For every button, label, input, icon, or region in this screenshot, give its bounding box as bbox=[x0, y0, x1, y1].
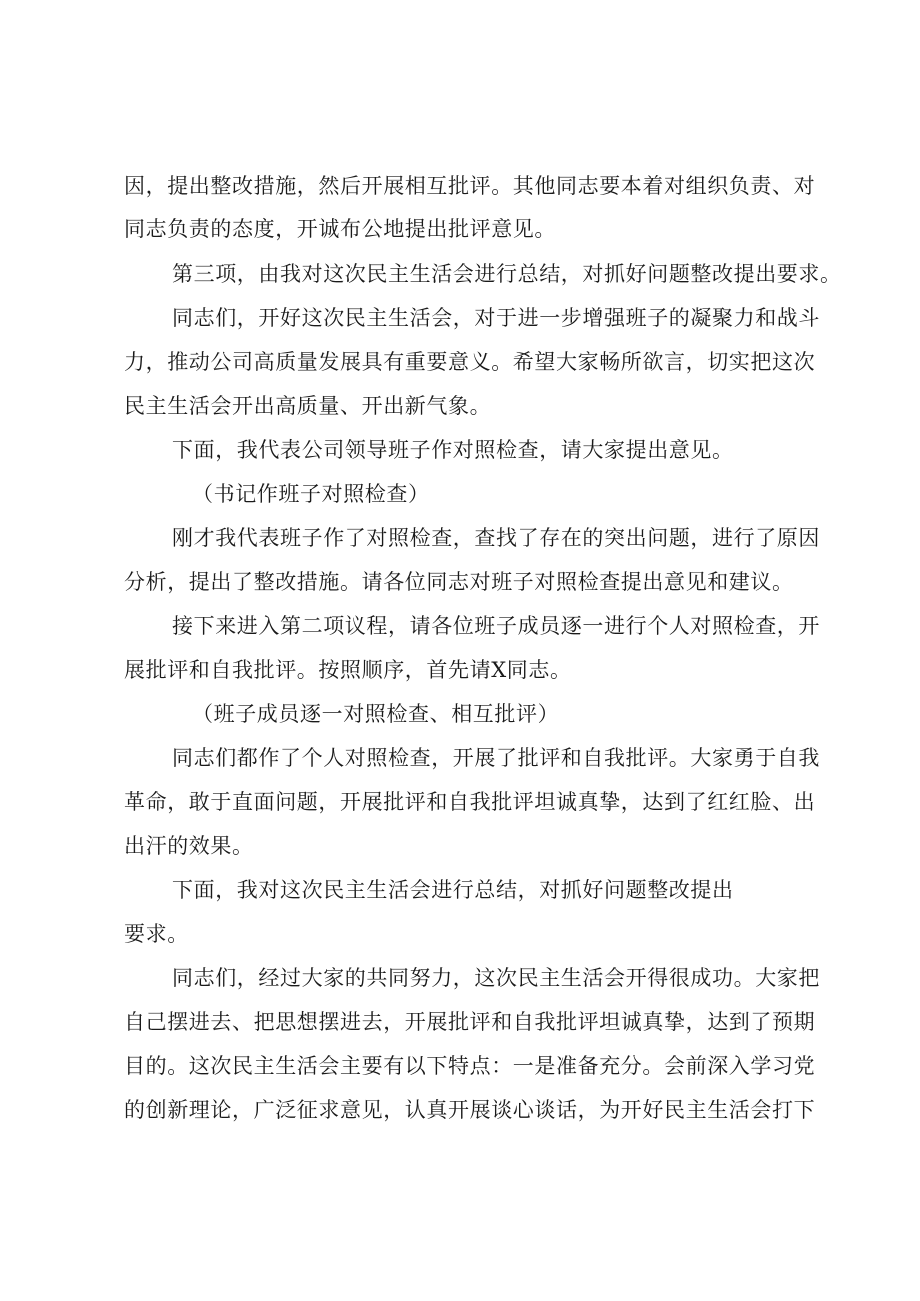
text-line: 接下来进入第二项议程，请各位班子成员逐一进行个人对照检查，开 bbox=[172, 614, 820, 638]
text-line: 展批评和自我批评。按照顺序，首先请X同志。 bbox=[124, 658, 572, 682]
text-line: 革命，敢于直面问题，开展批评和自我批评坦诚真挚，达到了红红脸、出 bbox=[124, 790, 816, 814]
text-line: （书记作班子对照检查） bbox=[192, 482, 430, 506]
text-line: 出汗的效果。 bbox=[124, 834, 254, 858]
text-line: 要求。 bbox=[124, 922, 189, 946]
text-line: （班子成员逐一对照检查、相互批评） bbox=[192, 702, 560, 726]
text-line: 下面，我代表公司领导班子作对照检查，请大家提出意见。 bbox=[172, 438, 734, 462]
text-line: 的创新理论，广泛征求意见，认真开展谈心谈话，为开好民主生活会打下 bbox=[124, 1098, 816, 1122]
text-line: 同志们，开好这次民主生活会，对于进一步增强班子的凝聚力和战斗 bbox=[172, 306, 820, 330]
text-line: 刚才我代表班子作了对照检查，查找了存在的突出问题，进行了原因 bbox=[172, 526, 820, 550]
text-line: 力，推动公司高质量发展具有重要意义。希望大家畅所欲言，切实把这次 bbox=[124, 350, 816, 374]
text-line: 民主生活会开出高质量、开出新气象。 bbox=[124, 394, 492, 418]
text-line: 自己摆进去、把思想摆进去，开展批评和自我批评坦诚真挚，达到了预期 bbox=[124, 1010, 816, 1034]
text-line: 分析，提出了整改措施。请各位同志对班子对照检查提出意见和建议。 bbox=[124, 570, 794, 594]
text-line: 同志们，经过大家的共同努力，这次民主生活会开得很成功。大家把 bbox=[172, 966, 820, 990]
text-line: 下面，我对这次民主生活会进行总结，对抓好问题整改提出 bbox=[172, 878, 734, 902]
text-line: 同志负责的态度，开诚布公地提出批评意见。 bbox=[124, 217, 556, 241]
text-line: 因，提出整改措施，然后开展相互批评。其他同志要本着对组织负责、对 bbox=[124, 174, 816, 198]
text-line: 第三项，由我对这次民主生活会进行总结，对抓好问题整改提出要求。 bbox=[172, 262, 842, 286]
text-line: 目的。这次民主生活会主要有以下特点：一是准备充分。会前深入学习党 bbox=[124, 1054, 816, 1078]
text-line: 同志们都作了个人对照检查，开展了批评和自我批评。大家勇于自我 bbox=[172, 746, 820, 770]
